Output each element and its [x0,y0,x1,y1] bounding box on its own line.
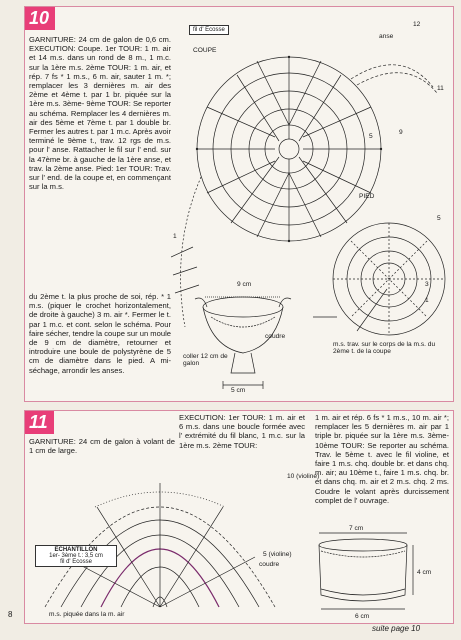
execution-11 [179,413,305,450]
text-block: GARNITURE: 24 cm de galon de 0,6 cm. EXECUTION: Coupe. 1er TOUR: 1 m. air et 14 m.s. dans un rond de 8 m., 1 m.c. sur la 1ère m.s. 2ème TOUR: 1 m. air, et rép. 7 fs * 1 m.s., 6 m. air, sauter 1 m. *; remplacer les 3 dernières m. air des 2ème et 4ème t. par 1 br. piquée sur la 1ère m.s. 3ème- 9ème TOUR: Se reporter au schéma. Remplacer les 4 dernières m. air des 5ème et 7ème t. par 1 double br. Fermer les autres t. par 1 m.c. Après avoir terminé le 9ème t., trav. 12 rgs de m.s. pour l' anse. Rattacher le fil sur l' end. sur la 47ème br. à gauche de la 1ère anse, et trav. la 2ème anse. Pied: 1er TOUR: Trav. sur l' end. de la coupe et, en commençant sur la m.s. [29,35,171,192]
echantillon-box [35,545,117,567]
n5-label: 5 [369,133,373,140]
label-coudre-11: coudre [259,561,280,568]
anse-label: anse [379,33,394,40]
ech-title: ECHANTILLON [54,547,98,553]
pied-label: PIED [359,193,375,200]
garniture-11 [29,437,175,455]
basket-drawing [309,531,419,617]
pied-n1-label: 1 [425,297,429,304]
section-number: 11 [25,411,54,434]
instructions-11 [315,413,449,505]
n1-label: 1 [173,233,177,240]
instructions-col2 [29,292,171,375]
text-block: GARNITURE: 24 cm de galon à volant de 1 cm de large. [29,437,175,456]
instructions-col1 [29,35,171,191]
text-block: du 2ème t. la plus proche de soi, rép. * 1 m.s. (piquer le crochet horizontalement, de droite à gauche) 3 m. air *. Fermer le t. par 1 m.c. et cont. selon le schéma. Pour faire sécher, tendre la coupe sur un moule de 9 cm de diamètre, retourner et introduire une boule de polystyrène de 5 cm de diamètre dans le pied. A mi-séchage, arrondir les anses. [29,292,171,375]
dim-4cm: 4 cm [417,569,432,576]
text-block: EXECUTION: 1er TOUR: 1 m. air et 6 m.s. dans une boucle formée avec l' extrémité du fil blanc, 1 m.c. sur la 1ère m.s. 2ème TOUR: [179,413,305,450]
pied-n3-label: 3 [425,281,429,288]
coudre-label: coudre [265,333,286,340]
dim-7cm: 7 cm [349,525,364,532]
n9-label: 9 [399,129,403,136]
section-10 [24,6,454,402]
crochet-diagram-11 [35,467,285,617]
fil-label: fil d' Ecosse [189,25,229,35]
coller-label: coller 12 cm de galon [183,353,228,368]
label-5-violine: 5 (violine) [263,551,292,558]
page [8,6,452,633]
dim-9cm: 9 cm [237,281,252,288]
dim-5cm: 5 cm [231,387,246,394]
dim-6cm: 6 cm [355,613,370,620]
page-number: 8 [8,610,13,619]
label-10-violine: 10 (violine) [287,473,320,480]
ech-line: 1er- 3ème t.: 3,5 cm [49,553,103,559]
n11-label: 11 [437,85,444,92]
ech-fil: fil d' Ecosse [60,559,92,565]
n12-label: 12 [413,21,421,28]
suite-label: suite page 10 [372,624,421,633]
coupe-label: COUPE [193,47,217,54]
section-number: 10 [25,7,55,30]
text-block: 1 m. air et rép. 6 fs * 1 m.s., 10 m. air *; remplacer les 5 dernières m. air par 1 triple br. piquée sur la 1ère m.s. 3ème- 10ème TOUR: Se reporter au schéma. Trav. le 5ème t. avec le fil violine, et faire 1 m.s. chq. double br. et dans chq. m. air; au 10ème t., faire 1 m.s. chq. br. et dans chq. m. air et 2 m.s. chq. 2 ms. Coudre le volant après durcissement complet de l' ouvrage. [315,413,449,505]
section-11 [24,410,454,624]
legend-ms: m.s. piquée dans la m. air [49,611,125,618]
ms-note-label: m.s. trav. sur le corps de la m.s. du 2ème t. de la coupe [333,341,436,356]
pied-n5-label: 5 [437,215,441,222]
